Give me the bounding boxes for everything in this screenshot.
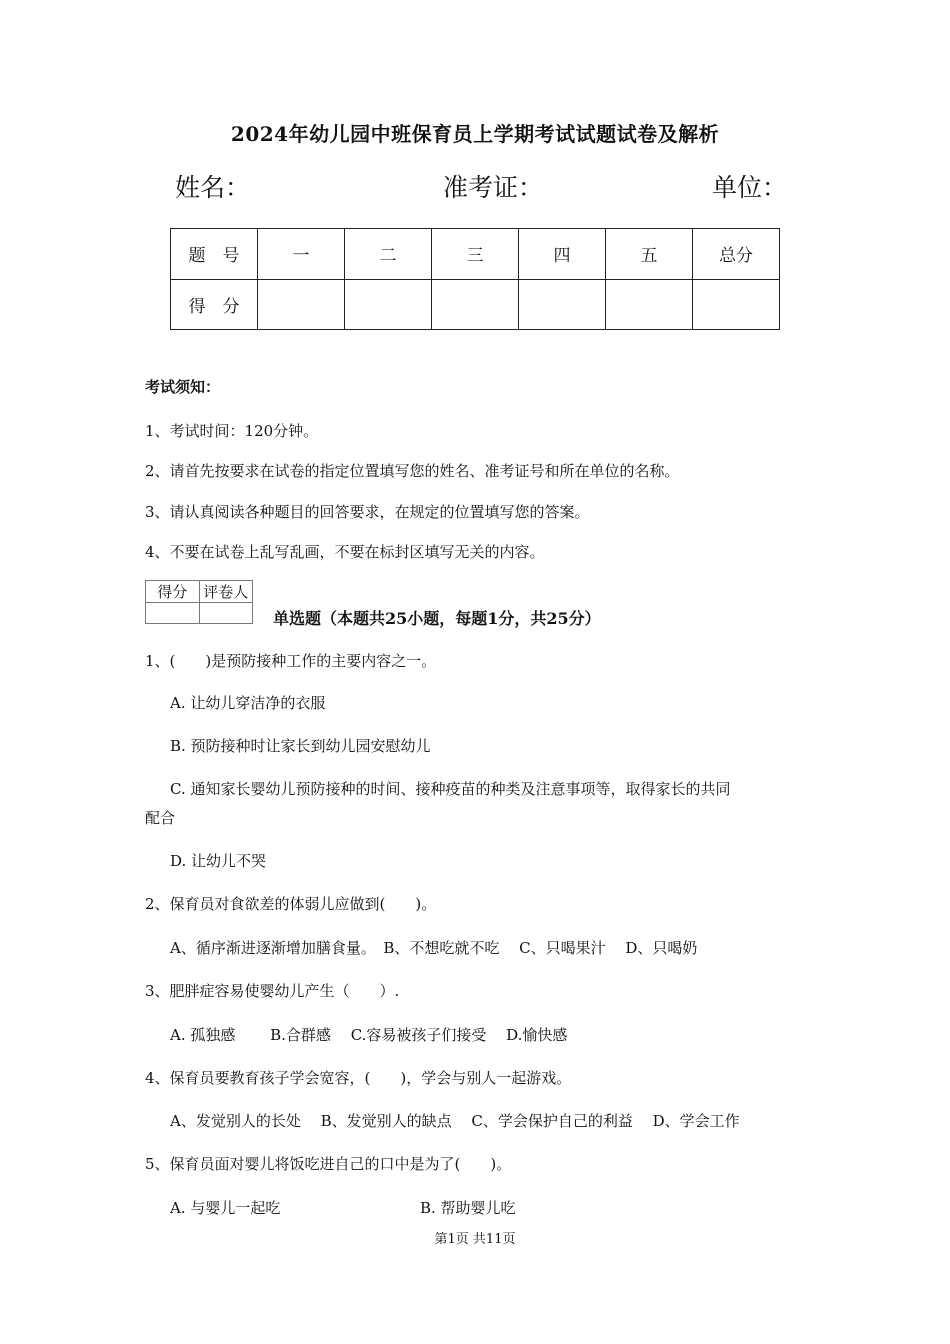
question-stem: 3、肥胖症容易使婴幼儿产生（ ）. — [145, 982, 400, 1000]
page-title: 2024年幼儿园中班保育员上学期考试试题试卷及解析 — [230, 122, 720, 146]
score-header-cell: 题 号 — [171, 229, 258, 280]
option-row: A、循序渐进逐渐增加膳食量。 B、不想吃就不吃 C、只喝果汁 D、只喝奶 — [170, 939, 698, 957]
score-cell — [519, 279, 606, 330]
question-stem: 2、保育员对食欲差的体弱儿应做到( )。 — [145, 895, 437, 913]
section-heading: 单选题（本题共25小题，每题1分，共25分） — [273, 609, 601, 628]
score-table-score-row — [171, 279, 780, 330]
score-row-label: 得 分 — [171, 279, 258, 330]
notice-heading: 考试须知： — [145, 378, 221, 396]
notice-item: 3、请认真阅读各种题目的回答要求，在规定的位置填写您的答案。 — [145, 503, 590, 521]
score-table-header-row — [171, 229, 780, 280]
notice-item: 4、不要在试卷上乱写乱画，不要在标封区填写无关的内容。 — [145, 543, 545, 561]
score-cell — [345, 279, 432, 330]
score-header-cell: 三 — [432, 229, 519, 280]
unit-field-label: 单位： — [712, 173, 788, 202]
score-cell — [432, 279, 519, 330]
option: D. 让幼儿不哭 — [170, 852, 267, 870]
score-header-cell: 五 — [606, 229, 693, 280]
name-field-label: 姓名： — [175, 173, 251, 202]
notice-item: 2、请首先按要求在试卷的指定位置填写您的姓名、准考证号和所在单位的名称。 — [145, 462, 680, 480]
option-row: A、发觉别人的长处 B、发觉别人的缺点 C、学会保护自己的利益 D、学会工作 — [170, 1112, 740, 1130]
score-header-cell: 四 — [519, 229, 606, 280]
grader-score-label: 得分 — [146, 581, 200, 603]
score-cell — [606, 279, 693, 330]
score-header-cell: 总分 — [693, 229, 780, 280]
score-header-cell: 二 — [345, 229, 432, 280]
option: B. 帮助婴儿吃 — [420, 1199, 516, 1217]
score-cell — [258, 279, 345, 330]
question-stem: 4、保育员要教育孩子学会宽容，( )，学会与别人一起游戏。 — [145, 1069, 572, 1087]
score-table — [170, 228, 780, 330]
question-stem: 5、保育员面对婴儿将饭吃进自己的口中是为了( )。 — [145, 1155, 512, 1173]
option-continuation: 配合 — [145, 809, 176, 827]
grader-score-cell — [146, 603, 200, 624]
option-row: A. 孤独感 B.合群感 C.容易被孩子们接受 D.愉快感 — [170, 1026, 568, 1044]
score-cell — [693, 279, 780, 330]
page-footer: 第1页 共11页 — [434, 1232, 516, 1247]
grader-reviewer-cell — [199, 603, 253, 624]
grader-table — [145, 580, 253, 624]
question-stem: 1、( )是预防接种工作的主要内容之一。 — [145, 652, 437, 670]
option: C. 通知家长婴幼儿预防接种的时间、接种疫苗的种类及注意事项等，取得家长的共同 — [170, 780, 731, 798]
option: B. 预防接种时让家长到幼儿园安慰幼儿 — [170, 737, 431, 755]
exam-id-field-label: 准考证： — [443, 173, 544, 202]
notice-item: 1、考试时间：120分钟。 — [145, 422, 319, 440]
option: A. 让幼儿穿洁净的衣服 — [170, 694, 326, 712]
option: A. 与婴儿一起吃 — [170, 1199, 281, 1217]
grader-reviewer-label: 评卷人 — [199, 581, 253, 603]
score-header-cell: 一 — [258, 229, 345, 280]
